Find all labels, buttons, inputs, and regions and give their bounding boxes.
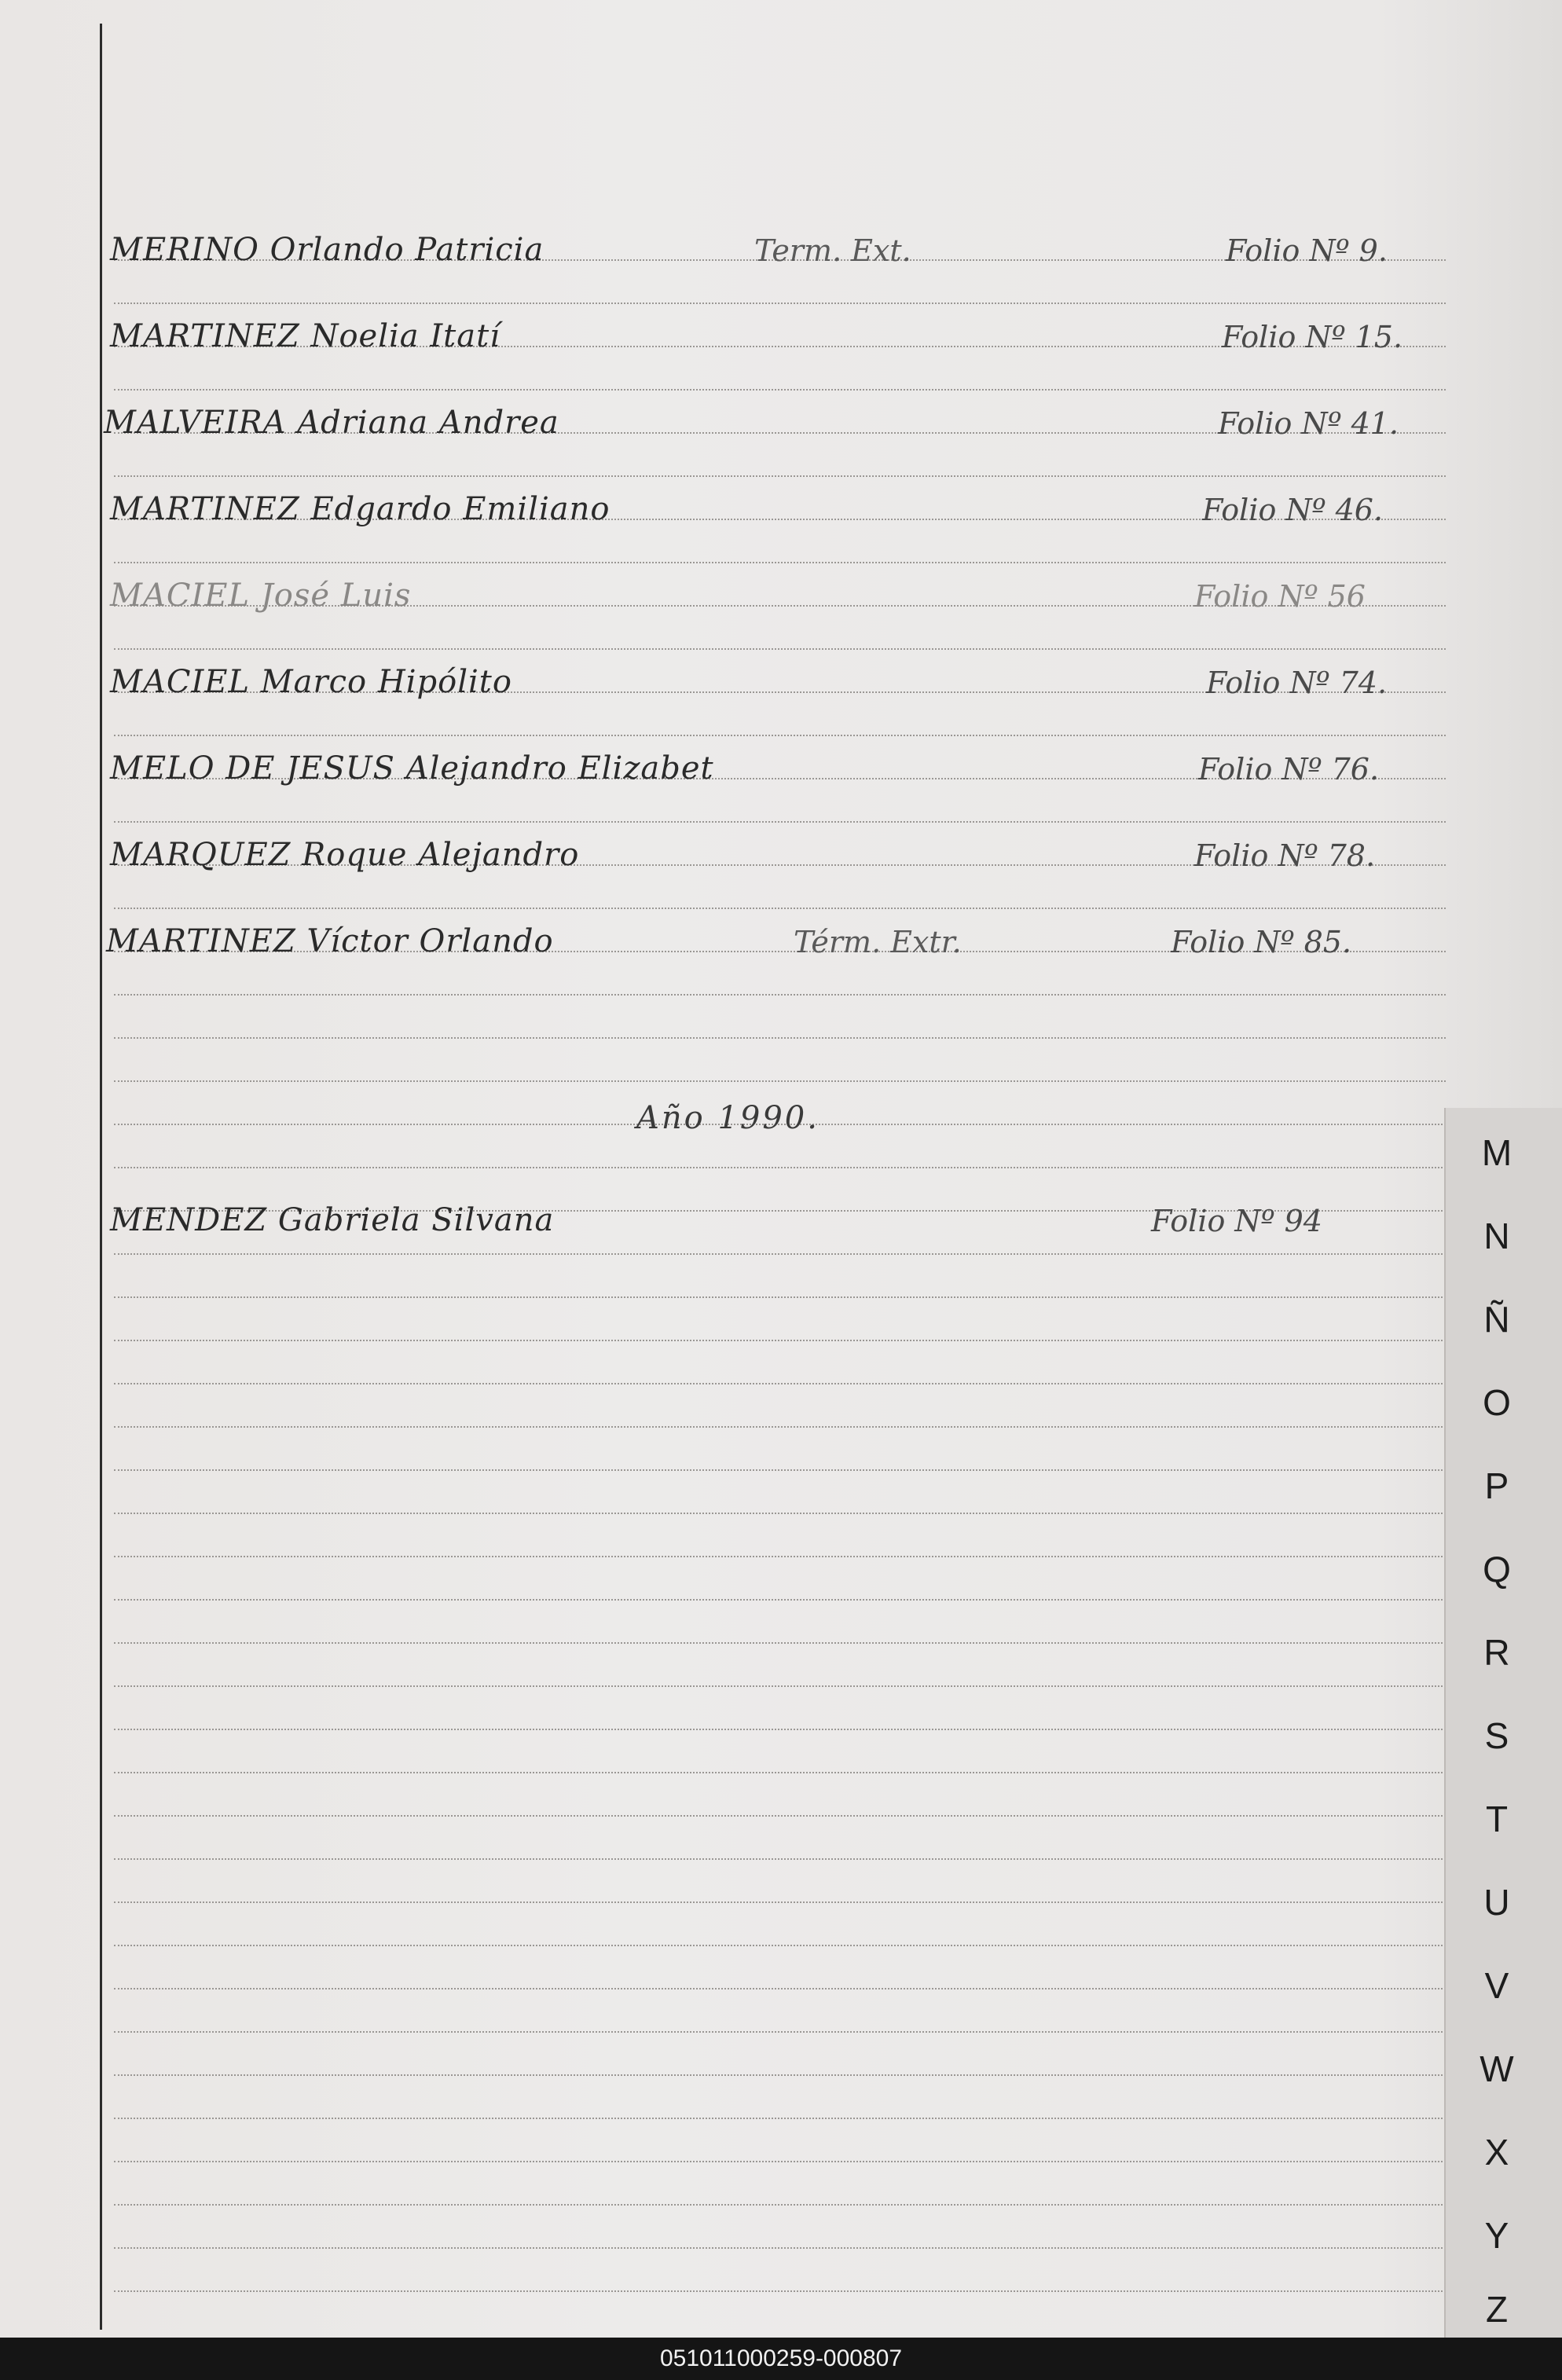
ruled-line bbox=[114, 1642, 1446, 1644]
ruled-line bbox=[114, 1037, 1446, 1039]
margin-line bbox=[100, 24, 102, 2330]
entry-maciel-marco bbox=[0, 650, 1562, 705]
ruled-line bbox=[114, 1080, 1446, 1082]
ruled-line bbox=[114, 1340, 1446, 1341]
ruled-line bbox=[114, 1685, 1446, 1687]
index-tab-ntilde[interactable]: Ñ bbox=[1483, 1299, 1510, 1340]
entry-name: MARQUEZ Roque Alejandro bbox=[110, 837, 580, 873]
index-tab-x[interactable]: X bbox=[1484, 2132, 1509, 2173]
entry-name: MARTINEZ Edgardo Emiliano bbox=[110, 491, 610, 527]
entry-folio: Folio Nº 41. bbox=[1218, 406, 1399, 441]
entry-name: MERINO Orlando Patricia bbox=[110, 232, 544, 268]
index-tab-w[interactable]: W bbox=[1480, 2048, 1514, 2089]
ruled-line bbox=[114, 1426, 1446, 1428]
ruled-line bbox=[114, 1513, 1446, 1514]
index-tab-y[interactable]: Y bbox=[1484, 2215, 1509, 2256]
ruled-line bbox=[114, 1858, 1446, 1860]
ruled-line bbox=[114, 2074, 1446, 2076]
entry-folio: Folio Nº 46. bbox=[1202, 493, 1384, 527]
entry-folio: Folio Nº 94 bbox=[1151, 1204, 1322, 1238]
index-tab-p[interactable]: P bbox=[1484, 1465, 1509, 1506]
entry-martinez-edgardo bbox=[0, 477, 1562, 532]
ruled-line bbox=[114, 2031, 1446, 2033]
entry-folio: Folio Nº 85. bbox=[1171, 925, 1352, 959]
index-tab-n[interactable]: N bbox=[1483, 1216, 1510, 1256]
index-tab-t[interactable]: T bbox=[1485, 1799, 1509, 1839]
ruled-line bbox=[114, 1901, 1446, 1903]
entry-note: Térm. Extr. bbox=[794, 925, 962, 959]
ruled-line bbox=[114, 1296, 1446, 1298]
index-tab-r[interactable]: R bbox=[1483, 1632, 1510, 1673]
entry-name: MALVEIRA Adriana Andrea bbox=[104, 405, 559, 441]
ruled-line bbox=[114, 1729, 1446, 1730]
ruled-line bbox=[114, 2204, 1446, 2206]
entry-marquez bbox=[0, 823, 1562, 878]
ruled-line bbox=[114, 1556, 1446, 1557]
index-tab-z[interactable]: Z bbox=[1485, 2289, 1509, 2330]
entry-mendez bbox=[0, 1188, 1562, 1243]
ruled-line bbox=[114, 1945, 1446, 1946]
ruled-line bbox=[114, 1383, 1446, 1384]
ruled-line bbox=[114, 1988, 1446, 1989]
entry-malveira bbox=[0, 391, 1562, 446]
ruled-line bbox=[114, 1167, 1446, 1168]
entry-folio: Folio Nº 56 bbox=[1194, 579, 1366, 614]
index-tab-m[interactable]: M bbox=[1481, 1132, 1512, 1173]
ruled-line bbox=[114, 994, 1446, 996]
entry-melo-de-jesus bbox=[0, 736, 1562, 791]
entry-folio: Folio Nº 9. bbox=[1226, 233, 1388, 268]
scan-footer-id: 051011000259-000807 bbox=[0, 2338, 1562, 2380]
entry-folio: Folio Nº 78. bbox=[1194, 838, 1376, 873]
entry-name: MACIEL Marco Hipólito bbox=[110, 664, 512, 700]
entry-martinez-victor bbox=[0, 909, 1562, 964]
ruled-line bbox=[114, 1772, 1446, 1773]
index-tab-s[interactable]: S bbox=[1484, 1715, 1509, 1756]
index-tab-o[interactable]: O bbox=[1483, 1382, 1511, 1423]
ruled-line bbox=[114, 1469, 1446, 1471]
entry-folio: Folio Nº 15. bbox=[1222, 320, 1403, 354]
ruled-line bbox=[114, 2118, 1446, 2119]
ruled-line bbox=[114, 2161, 1446, 2162]
entry-merino bbox=[0, 218, 1562, 273]
entry-name: MARTINEZ Noelia Itatí bbox=[110, 318, 500, 354]
index-tab-q[interactable]: Q bbox=[1483, 1549, 1511, 1590]
entry-name: MENDEZ Gabriela Silvana bbox=[110, 1202, 555, 1238]
ruled-line bbox=[114, 2247, 1446, 2249]
entry-folio: Folio Nº 74. bbox=[1206, 666, 1388, 700]
entry-martinez-noelia bbox=[0, 304, 1562, 359]
entry-name: MELO DE JESUS Alejandro Elizabet bbox=[110, 750, 714, 787]
entry-note: Term. Ext. bbox=[754, 233, 911, 268]
entry-maciel-jose bbox=[0, 563, 1562, 618]
ruled-line bbox=[114, 1815, 1446, 1817]
entry-folio: Folio Nº 76. bbox=[1198, 752, 1380, 787]
index-tab-v[interactable]: V bbox=[1484, 1965, 1509, 2006]
ruled-line bbox=[114, 2290, 1446, 2292]
index-tab-u[interactable]: U bbox=[1483, 1882, 1510, 1923]
year-heading: Año 1990. bbox=[636, 1100, 820, 1136]
entry-name: MARTINEZ Víctor Orlando bbox=[106, 923, 554, 959]
entry-name: MACIEL José Luis bbox=[110, 578, 412, 614]
ruled-line bbox=[114, 1253, 1446, 1255]
ruled-line bbox=[114, 1599, 1446, 1601]
